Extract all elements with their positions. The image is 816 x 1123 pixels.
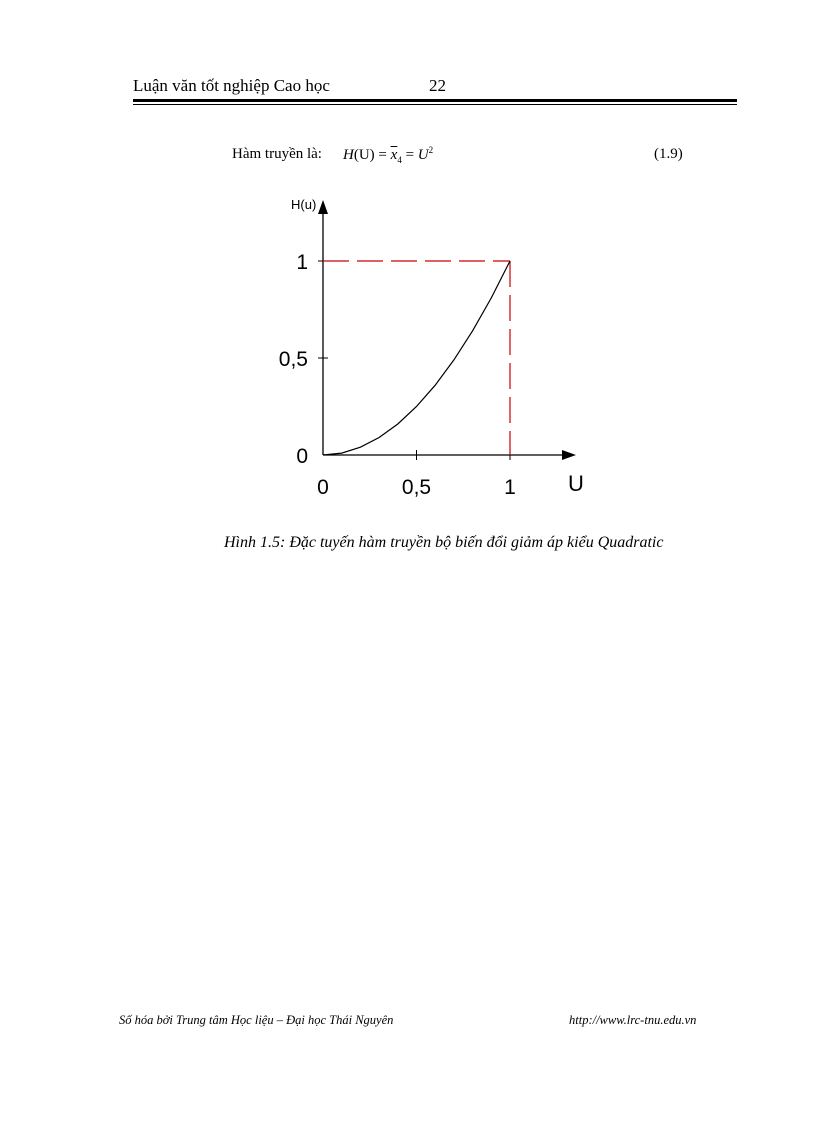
- x-axis-arrow: [562, 450, 576, 460]
- x-axis-label: U: [568, 471, 584, 496]
- x-tick-label: 1: [504, 476, 516, 499]
- eq-equals-2: =: [401, 147, 418, 163]
- y-tick-label: 0,5: [278, 348, 308, 371]
- eq-U: U: [417, 147, 429, 163]
- running-header-title: Luận văn tốt nghiệp Cao học: [133, 76, 330, 95]
- eq-U-sup: 2: [428, 145, 434, 155]
- page-number: 22: [429, 76, 446, 95]
- x-tick-label: 0: [317, 476, 329, 499]
- equation-label: Hàm truyền là:: [232, 146, 322, 162]
- y-tick-label: 1: [296, 251, 308, 274]
- eq-x: $\overline{x}$: [390, 147, 398, 163]
- y-axis-label: H(u): [291, 197, 317, 212]
- eq-arg: (U): [353, 147, 375, 163]
- equation-number: (1.9): [654, 146, 683, 162]
- eq-x-sub: 4: [397, 155, 402, 165]
- figure-caption: Hình 1.5: Đặc tuyến hàm truyền bộ biến đổi giảm áp kiểu Quadratic: [224, 534, 664, 551]
- y-tick-label: 0: [296, 445, 308, 468]
- x-tick-label: 0,5: [401, 476, 432, 499]
- series-line-H: [323, 261, 510, 455]
- eq-equals-1: =: [374, 147, 391, 163]
- transfer-function-chart: [0, 0, 816, 520]
- eq-H: H: [343, 147, 354, 163]
- y-axis-arrow: [318, 200, 328, 214]
- footer-right: http://www.lrc-tnu.edu.vn: [569, 1013, 697, 1027]
- footer-left: Số hóa bởi Trung tâm Học liệu – Đại học Thái Nguyên: [119, 1013, 394, 1027]
